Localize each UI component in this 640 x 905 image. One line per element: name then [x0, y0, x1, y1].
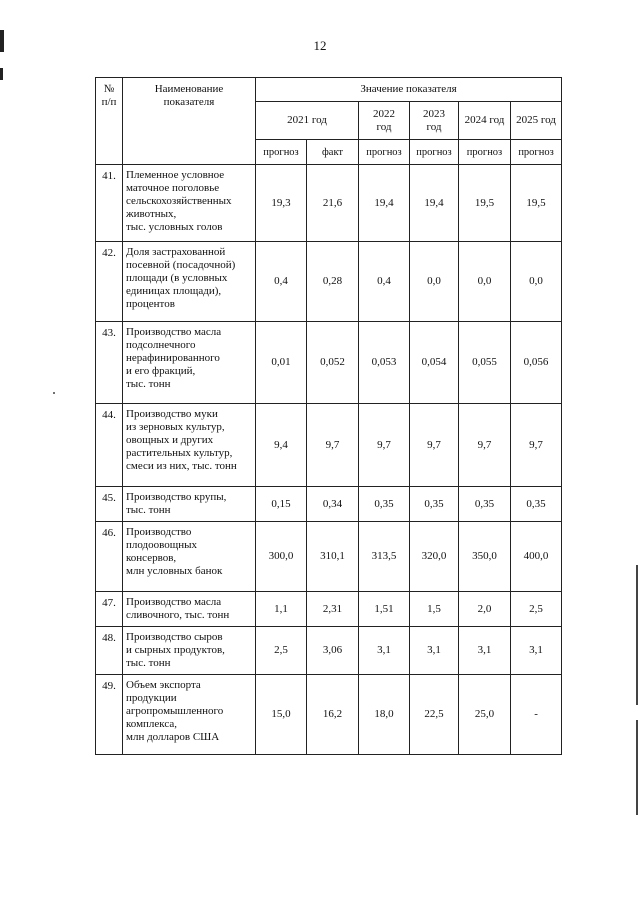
indicator-name: Производство крупы, тыс. тонн — [123, 487, 256, 522]
value-cell: 9,7 — [307, 404, 359, 487]
value-cell: 9,7 — [359, 404, 410, 487]
header-year-2024: 2024 год — [459, 102, 511, 140]
scan-edge-mark — [0, 68, 3, 80]
value-cell: - — [511, 675, 562, 755]
value-cell: 0,4 — [359, 242, 410, 322]
value-cell: 310,1 — [307, 522, 359, 592]
indicators-table — [95, 77, 562, 755]
indicator-name: Объем экспорта продукции агропромышленного комплекса, млн долларов США — [123, 675, 256, 755]
row-number: 44. — [96, 404, 123, 487]
table-row — [96, 404, 562, 487]
table-row — [96, 165, 562, 242]
value-cell: 0,28 — [307, 242, 359, 322]
subheader-cell: прогноз — [359, 140, 410, 165]
value-cell: 25,0 — [459, 675, 511, 755]
row-number: 46. — [96, 522, 123, 592]
row-number: 41. — [96, 165, 123, 242]
value-cell: 0,052 — [307, 322, 359, 404]
header-value-group: Значение показателя — [256, 78, 562, 102]
value-cell: 0,056 — [511, 322, 562, 404]
indicator-name: Доля застрахованной посевной (посадочной) площади (в условных единицах площади), процентов — [123, 242, 256, 322]
page-number: 12 — [313, 38, 327, 53]
value-cell: 22,5 — [410, 675, 459, 755]
indicator-name: Производство сыров и сырных продуктов, тыс. тонн — [123, 627, 256, 675]
subheader-cell: прогноз — [410, 140, 459, 165]
value-cell: 19,5 — [459, 165, 511, 242]
value-cell: 0,0 — [410, 242, 459, 322]
scan-right-edge — [636, 565, 638, 705]
row-number: 49. — [96, 675, 123, 755]
row-number: 43. — [96, 322, 123, 404]
header-name: Наименование показателя — [123, 78, 256, 165]
header-year-2023: 2023 год — [410, 102, 459, 140]
value-cell: 3,1 — [359, 627, 410, 675]
value-cell: 0,4 — [256, 242, 307, 322]
value-cell: 3,1 — [459, 627, 511, 675]
value-cell: 1,1 — [256, 592, 307, 627]
header-num: № п/п — [96, 78, 123, 165]
value-cell: 1,5 — [410, 592, 459, 627]
value-cell: 15,0 — [256, 675, 307, 755]
value-cell: 0,055 — [459, 322, 511, 404]
indicator-name: Производство масла сливочного, тыс. тонн — [123, 592, 256, 627]
header-year-2025: 2025 год — [511, 102, 562, 140]
value-cell: 9,7 — [410, 404, 459, 487]
indicator-name: Производство масла подсолнечного нерафинированного и его фракций, тыс. тонн — [123, 322, 256, 404]
value-cell: 313,5 — [359, 522, 410, 592]
value-cell: 0,35 — [410, 487, 459, 522]
value-cell: 19,5 — [511, 165, 562, 242]
indicator-name: Производство муки из зерновых культур, овощных и других растительных культур, смеси из них, тыс. тонн — [123, 404, 256, 487]
value-cell: 19,4 — [359, 165, 410, 242]
value-cell: 21,6 — [307, 165, 359, 242]
table-row — [96, 522, 562, 592]
value-cell: 9,4 — [256, 404, 307, 487]
value-cell: 0,35 — [511, 487, 562, 522]
value-cell: 3,06 — [307, 627, 359, 675]
header-year-2022: 2022 год — [359, 102, 410, 140]
value-cell: 0,01 — [256, 322, 307, 404]
table-row — [96, 592, 562, 627]
value-cell: 400,0 — [511, 522, 562, 592]
scan-edge-mark — [0, 30, 4, 52]
subheader-cell: прогноз — [256, 140, 307, 165]
value-cell: 300,0 — [256, 522, 307, 592]
value-cell: 9,7 — [459, 404, 511, 487]
table-row — [96, 487, 562, 522]
value-cell: 19,3 — [256, 165, 307, 242]
scan-right-edge — [636, 720, 638, 815]
value-cell: 3,1 — [410, 627, 459, 675]
value-cell: 18,0 — [359, 675, 410, 755]
value-cell: 9,7 — [511, 404, 562, 487]
subheader-cell: прогноз — [459, 140, 511, 165]
row-number: 48. — [96, 627, 123, 675]
value-cell: 1,51 — [359, 592, 410, 627]
subheader-cell: прогноз — [511, 140, 562, 165]
table-row — [96, 322, 562, 404]
subheader-cell: факт — [307, 140, 359, 165]
value-cell: 0,35 — [359, 487, 410, 522]
stray-dot — [53, 392, 55, 394]
table-row — [96, 627, 562, 675]
value-cell: 2,5 — [511, 592, 562, 627]
table-row — [96, 242, 562, 322]
value-cell: 0,0 — [459, 242, 511, 322]
value-cell: 320,0 — [410, 522, 459, 592]
value-cell: 0,15 — [256, 487, 307, 522]
value-cell: 0,34 — [307, 487, 359, 522]
value-cell: 19,4 — [410, 165, 459, 242]
value-cell: 2,5 — [256, 627, 307, 675]
value-cell: 16,2 — [307, 675, 359, 755]
value-cell: 0,35 — [459, 487, 511, 522]
table-row — [96, 675, 562, 755]
value-cell: 2,0 — [459, 592, 511, 627]
row-number: 42. — [96, 242, 123, 322]
value-cell: 350,0 — [459, 522, 511, 592]
value-cell: 2,31 — [307, 592, 359, 627]
indicator-name: Производство плодоовощных консервов, млн условных банок — [123, 522, 256, 592]
header-year-2021: 2021 год — [256, 102, 359, 140]
row-number: 47. — [96, 592, 123, 627]
value-cell: 3,1 — [511, 627, 562, 675]
indicator-name: Племенное условное маточное поголовье сельскохозяйственных животных, тыс. условных голов — [123, 165, 256, 242]
row-number: 45. — [96, 487, 123, 522]
value-cell: 0,053 — [359, 322, 410, 404]
value-cell: 0,054 — [410, 322, 459, 404]
value-cell: 0,0 — [511, 242, 562, 322]
